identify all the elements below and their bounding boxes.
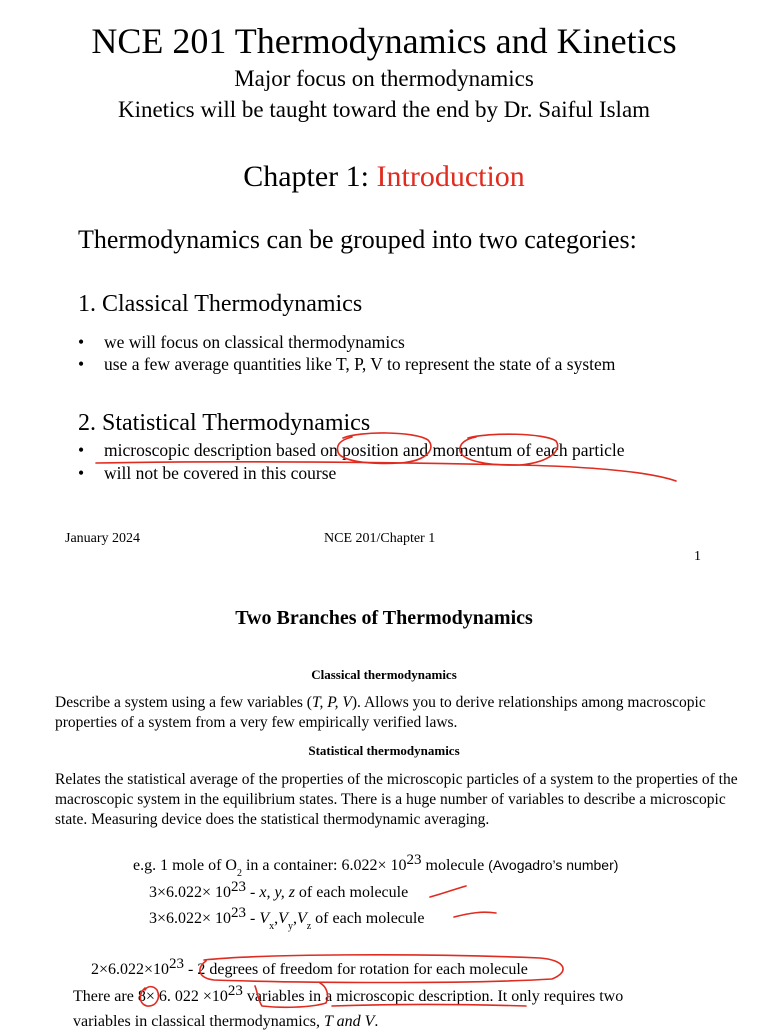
eg-exponent: 23 xyxy=(406,852,422,868)
footer-date: January 2024 xyxy=(65,531,141,546)
total-text-b: × 6. 022 ×10 xyxy=(145,988,228,1005)
bullet-text: microscopic description based on position and momentum of each particle xyxy=(104,440,625,460)
total-variables-line xyxy=(73,983,624,1007)
bullet-dot: • xyxy=(78,440,85,460)
vel-exponent: 23 xyxy=(231,905,247,921)
statistical-bullet-1 xyxy=(78,439,718,461)
total-text-a: There are xyxy=(73,988,138,1005)
total-exponent: 23 xyxy=(227,983,243,999)
slide-title: NCE 201 Thermodynamics and Kinetics xyxy=(91,21,677,61)
vel-symbol-z: V xyxy=(296,910,307,927)
bullet-dot: • xyxy=(78,332,85,352)
vel-sep: , xyxy=(274,910,279,927)
vel-sub-z: z xyxy=(306,921,312,932)
page-number: 1 xyxy=(694,549,701,564)
vel-sep: , xyxy=(292,910,297,927)
position-variables-line xyxy=(149,879,409,903)
pos-text-a: 3×6.022× 10 xyxy=(149,884,232,901)
statistical-section-heading: Statistical thermodynamics xyxy=(308,743,460,758)
bullet-dot: • xyxy=(78,354,85,374)
pos-text-b: - xyxy=(246,884,260,901)
rot-exponent: 23 xyxy=(169,956,185,972)
pos-exponent: 23 xyxy=(231,879,247,895)
statistical-bullet-2 xyxy=(78,462,718,484)
total-vars: T and V xyxy=(324,1013,375,1030)
intro-text: Thermodynamics can be grouped into two categories: xyxy=(78,225,637,254)
classical-text-b: ). Allows you to derive relationships among macroscopic properties of a system from a very few empirically verified laws. xyxy=(55,694,706,731)
vel-symbol-x: V xyxy=(259,910,270,927)
vel-text-c: of each molecule xyxy=(311,910,425,927)
vel-symbol-y: V xyxy=(278,910,288,927)
classical-heading: 1. Classical Thermodynamics xyxy=(78,291,363,317)
example-avogadro-line xyxy=(133,852,619,879)
pos-vars: x, y, z xyxy=(259,884,295,901)
ink-dash-velocity xyxy=(454,912,496,917)
rot-text-b: - 2 degrees of freedom for rotation for each molecule xyxy=(184,961,528,978)
vel-sub-y: y xyxy=(287,921,293,932)
pos-text-c: of each molecule xyxy=(294,884,409,901)
classical-bullet-1 xyxy=(78,331,718,353)
bullet-text: will not be covered in this course xyxy=(104,463,337,483)
avogadro-note: (Avogadro’s number) xyxy=(488,857,619,873)
statistical-heading: 2. Statistical Thermodynamics xyxy=(78,410,371,436)
bullet-dot: • xyxy=(78,463,85,483)
total-text-d: variables in classical thermodynamics, xyxy=(73,1013,325,1030)
vel-sub-x: x xyxy=(269,921,275,932)
eg-text-c: molecule xyxy=(421,857,489,874)
rot-text-a: 2×6.022×10 xyxy=(91,961,170,978)
total-text-c: variables in a microscopic description. It only requires two xyxy=(242,988,624,1005)
ink-dash-position xyxy=(430,886,466,897)
chapter-prefix: Chapter 1: xyxy=(243,160,377,193)
eg-text-a: e.g. 1 mole of O xyxy=(133,857,237,874)
classical-text-a: Describe a system using a few variables ( xyxy=(55,694,312,711)
bullet-text: we will focus on classical thermodynamics xyxy=(104,332,405,352)
chapter-title: Introduction xyxy=(376,160,525,193)
total-number: 8 xyxy=(137,988,146,1005)
vel-text-a: 3×6.022× 10 xyxy=(149,910,232,927)
footer-course: NCE 201/Chapter 1 xyxy=(324,531,436,546)
rotation-variables-line xyxy=(91,956,528,980)
eg-subscript: 2 xyxy=(236,868,242,879)
classical-vars: T, P, V xyxy=(311,694,352,711)
branches-title: Two Branches of Thermodynamics xyxy=(235,607,533,629)
total-variables-line-2 xyxy=(73,1012,378,1032)
vel-text-b: - xyxy=(246,910,260,927)
chapter-heading xyxy=(0,158,768,196)
classical-description xyxy=(55,693,755,733)
classical-section-heading: Classical thermodynamics xyxy=(311,667,457,682)
subtitle-kinetics: Kinetics will be taught toward the end by Dr. Saiful Islam xyxy=(117,97,651,122)
classical-bullet-2 xyxy=(78,353,718,375)
bullet-text: use a few average quantities like T, P, V to represent the state of a system xyxy=(104,354,616,374)
total-text-e: . xyxy=(374,1013,379,1030)
velocity-variables-line xyxy=(149,905,425,932)
subtitle-focus: Major focus on thermodynamics xyxy=(234,66,534,91)
eg-text-b: in a container: 6.022× 10 xyxy=(241,857,407,874)
statistical-description: Relates the statistical average of the properties of the microscopic particles of a system to the properties of the macroscopic system in the equilibrium states. There is a huge number of variables to describe a microscopic state. Measuring device does the statistical thermodynamic averaging. xyxy=(55,771,738,828)
